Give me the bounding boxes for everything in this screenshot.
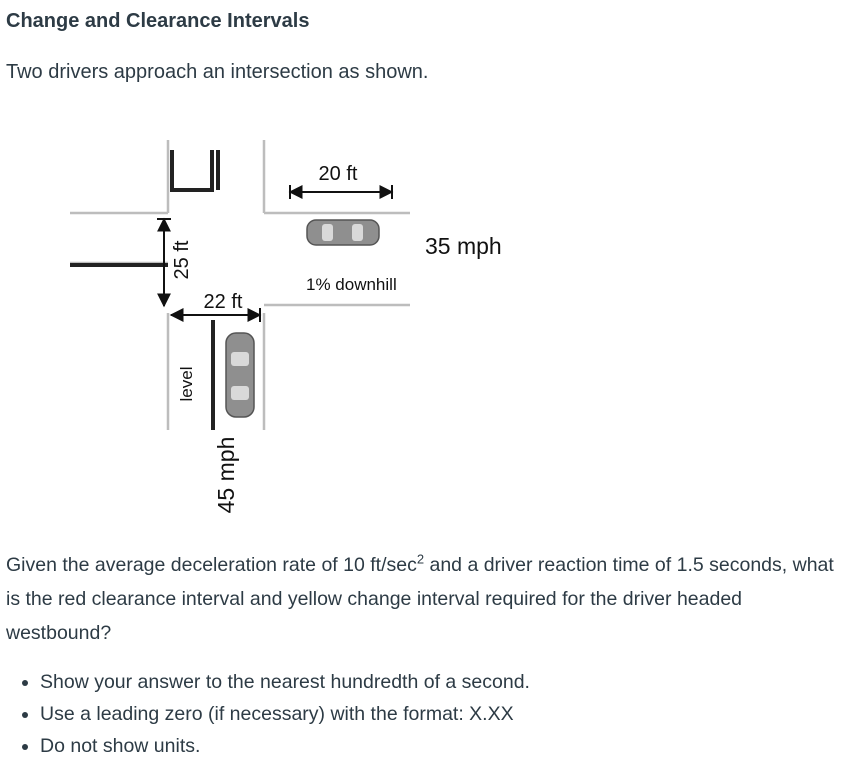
label-22ft: 22 ft bbox=[203, 291, 243, 313]
intersection-diagram bbox=[60, 130, 530, 530]
instruction-item: • Do not show units. bbox=[40, 730, 530, 762]
instruction-item: • Use a leading zero (if necessary) with the format: X.XX bbox=[40, 698, 530, 730]
intersection-svg bbox=[60, 130, 530, 530]
label-25ft: 25 ft bbox=[171, 240, 193, 280]
label-45mph: 45 mph bbox=[213, 436, 239, 514]
question-text-after: and a driver reaction time of 1.5 seconds, what is the red clearance interval and yellow change interval required for the driver headed westbound? bbox=[6, 554, 834, 644]
intro-text: Two drivers approach an intersection as shown. bbox=[6, 61, 429, 83]
label-level: level bbox=[177, 366, 196, 402]
instruction-item: • Show your answer to the nearest hundredth of a second. bbox=[40, 666, 530, 698]
question-superscript: 2 bbox=[416, 551, 425, 567]
label-20ft: 20 ft bbox=[318, 163, 358, 185]
question-title: Change and Clearance Intervals bbox=[6, 10, 310, 32]
northbound-car bbox=[226, 333, 254, 417]
question-text bbox=[6, 548, 836, 650]
label-35mph: 35 mph bbox=[425, 233, 502, 259]
instructions-list bbox=[6, 666, 530, 762]
question-text-before: Given the average deceleration rate of 10 ft/sec bbox=[6, 554, 417, 576]
label-1pct-downhill: 1% downhill bbox=[306, 275, 397, 294]
eastbound-car bbox=[307, 220, 379, 245]
